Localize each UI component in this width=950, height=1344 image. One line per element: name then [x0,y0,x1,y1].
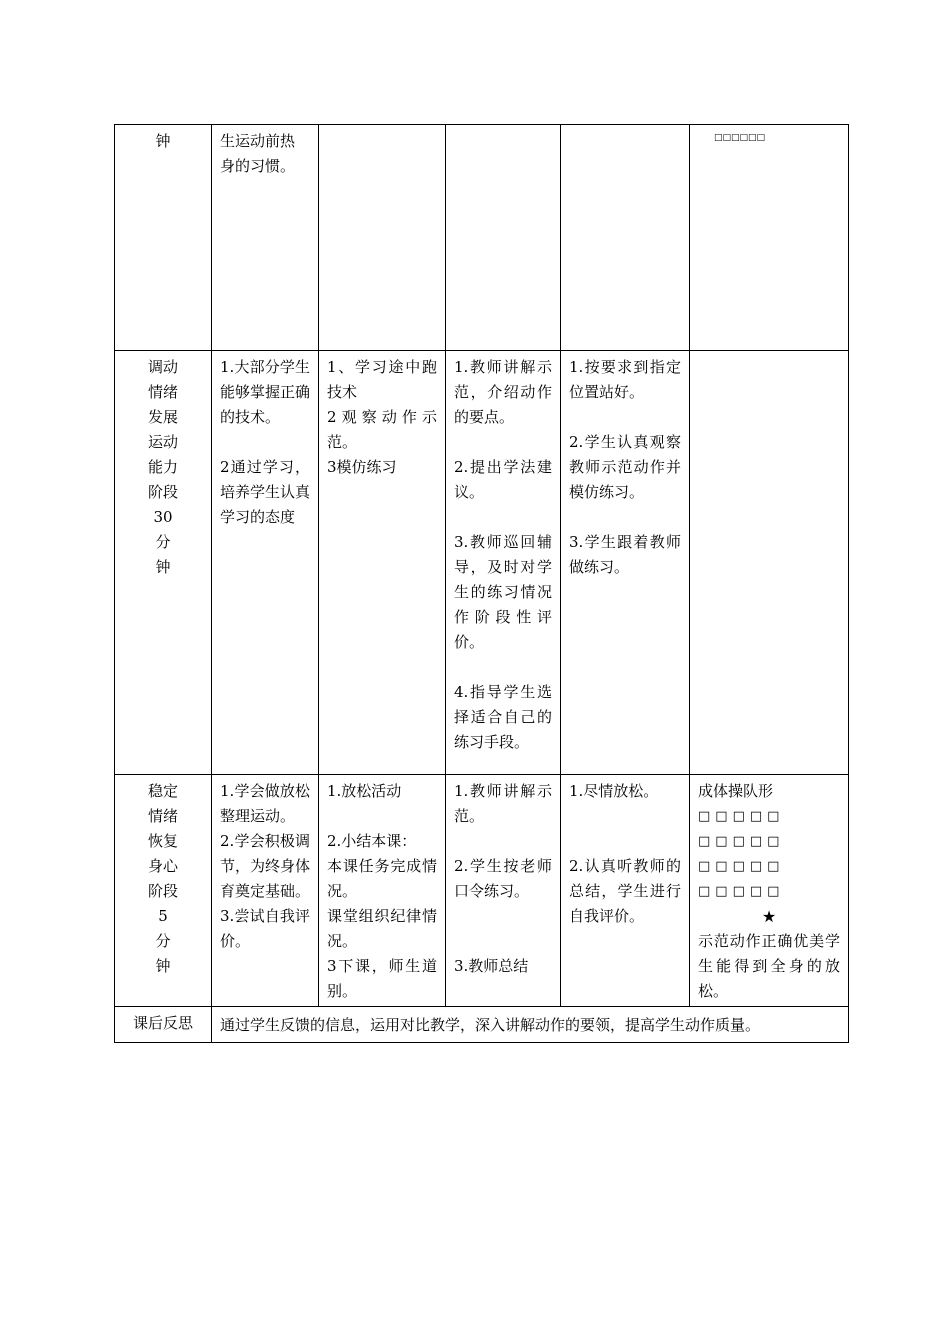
table-row [115,125,849,351]
stage-text: 运动 [147,433,178,451]
stage-text: 分 [155,932,171,950]
table-row [115,351,849,775]
org-note: 示范动作正确优美学生能得到全身的放松。 [698,932,840,1000]
student-text: 1.尽情放松。 [569,782,659,800]
teacher-text: 4.指导学生选择适合自己的练习手段。 [454,683,552,751]
stage-text: 情绪 [147,807,178,825]
goal-text: 1.学会做放松整理运动。 [220,782,310,825]
goal-text: 3.尝试自我评价。 [220,907,310,950]
formation-row: □□□□□ [698,809,785,824]
stage-text: 发展 [147,408,178,426]
org-cell [690,775,849,1007]
teacher-text: 2.提出学法建议。 [454,458,552,501]
stage-cell [115,125,212,351]
student-text: 2.认真听教师的总结，学生进行自我评价。 [569,857,681,925]
content-text: 本课任务完成情况。 [327,857,437,900]
teacher-text: 3.教师总结 [454,957,529,975]
content-text: 2.小结本课： [327,832,417,850]
lesson-plan-table [114,124,849,1043]
content-cell [319,775,446,1007]
stage-text: 稳定 [147,782,178,800]
org-title: 成体操队形 [698,782,774,800]
teacher-text: 2.学生按老师口令练习。 [454,857,552,900]
goal-text: 2.学会积极调节，为终身体育奠定基础。 [220,832,311,900]
content-text: 课堂组织纪律情况。 [327,907,437,950]
table-row [115,775,849,1007]
student-text: 1.按要求到指定位置站好。 [569,358,681,401]
content-text: 3模仿练习 [327,458,397,476]
formation-row: □□□□□ [698,834,785,849]
teacher-text: 1.教师讲解示范。 [454,782,552,825]
stage-text: 调动 [147,358,178,376]
goal-cell [212,775,319,1007]
stage-cell [115,775,212,1007]
formation-row: □□□□□ [698,884,785,899]
stage-cell [115,351,212,775]
reflection-text: 通过学生反馈的信息，运用对比教学，深入讲解动作的要领，提高学生动作质量。 [212,1007,849,1043]
goal-text: 2通过学习，培养学生认真学习的态度 [220,458,311,526]
stage-text: 5 [158,907,168,925]
stage-text: 阶段 [147,882,178,900]
teacher-text: 3.教师巡回辅导，及时对学生的练习情况作阶段性评价。 [454,533,552,651]
content-text: 1.放松活动 [327,782,402,800]
stage-text: 情绪 [147,383,178,401]
goal-cell [212,125,319,351]
content-text: 1、学习途中跑技术 [327,358,437,401]
stage-text: 阶段 [147,483,178,501]
teacher-star-icon: ★ [761,907,777,926]
stage-text: 能力 [147,458,178,476]
goal-text: 1.大部分学生能够掌握正确的技术。 [220,358,311,426]
student-cell [561,351,690,775]
content-text: 3下课，师生道别。 [327,957,437,1000]
reflection-label: 课后反思 [115,1007,212,1043]
formation-row: □□□□□ [698,859,785,874]
content-cell [319,351,446,775]
teacher-cell [446,351,561,775]
stage-text: 身心 [147,857,178,875]
student-text: 3.学生跟着教师做练习。 [569,533,681,576]
stage-text: 钟 [155,558,171,576]
goal-text: 身的习惯。 [220,157,296,175]
stage-text: 钟 [155,132,171,150]
org-cell [690,351,849,775]
content-text: 2观察动作示范。 [327,408,437,451]
reflection-row [115,1007,849,1043]
student-cell [561,775,690,1007]
student-text: 2.学生认真观察教师示范动作并模仿练习。 [569,433,681,501]
stage-text: 钟 [155,957,171,975]
stage-text: 分 [155,533,171,551]
stage-text: 恢复 [147,832,178,850]
org-cell [690,125,849,351]
student-cell [561,125,690,351]
teacher-cell [446,775,561,1007]
stage-text: 30 [153,508,173,526]
teacher-text: 1.教师讲解示范，介绍动作的要点。 [454,358,552,426]
org-formation-mark: □□□□□□ [714,133,766,143]
goal-cell [212,351,319,775]
goal-text: 生运动前热 [220,132,296,150]
teacher-cell [446,125,561,351]
content-cell [319,125,446,351]
